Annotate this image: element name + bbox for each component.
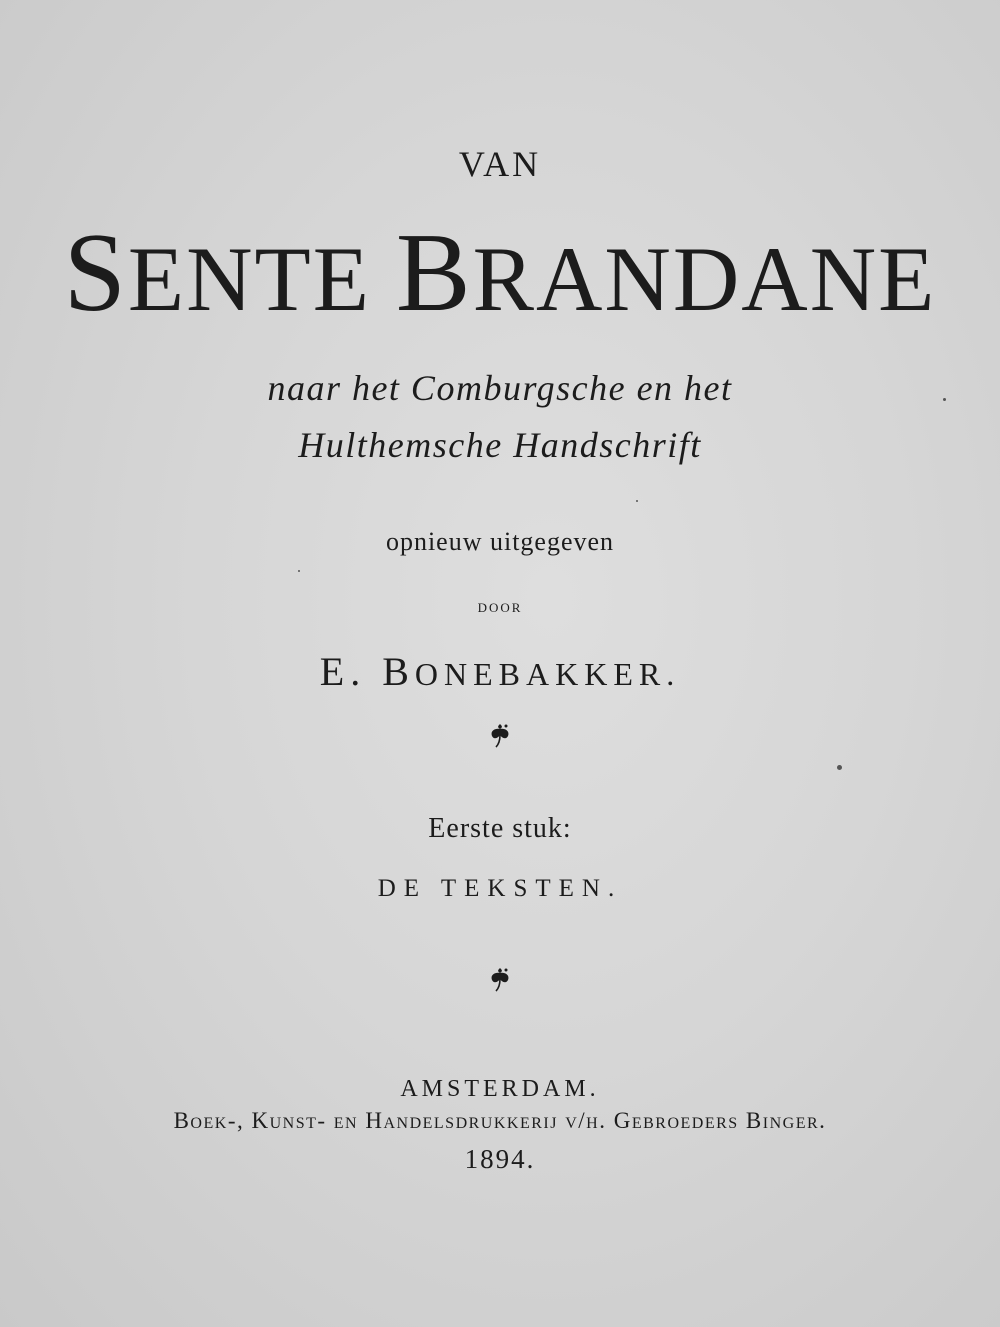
main-title: [0, 212, 1000, 335]
main-title-word1: ENTE: [127, 228, 396, 330]
edition-note: opnieuw uitgegeven: [385, 527, 615, 556]
main-title-initial-s: S: [63, 211, 128, 335]
paper-speck: [636, 500, 638, 502]
paper-speck: [298, 570, 300, 572]
subtitle-line-1: naar het Comburgsche en het: [267, 368, 733, 408]
imprint-publisher: Boek-, Kunst- en Handelsdrukkerij v/h. Gebroeders Binger.: [173, 1108, 827, 1133]
leaf-ornament-icon: [0, 720, 1000, 752]
author-name: [0, 648, 1000, 695]
imprint-city: AMSTERDAM.: [400, 1076, 600, 1102]
by-label: DOOR: [477, 600, 523, 615]
imprint-year: 1894.: [464, 1144, 536, 1174]
title-prefix: VAN: [458, 144, 542, 184]
subtitle-line-2: Hulthemsche Handschrift: [298, 425, 702, 465]
author-surname-rest: ONEBAKKER.: [414, 656, 681, 692]
main-title-initial-b: B: [395, 211, 473, 335]
author-initials: E. B: [319, 649, 415, 694]
part-title: DE TEKSTEN.: [377, 875, 623, 902]
main-title-word2: RANDANE: [472, 228, 937, 330]
paper-speck: [943, 398, 946, 401]
leaf-ornament-icon: [0, 964, 1000, 996]
paper-speck: [837, 765, 842, 770]
part-label: Eerste stuk:: [428, 813, 572, 844]
